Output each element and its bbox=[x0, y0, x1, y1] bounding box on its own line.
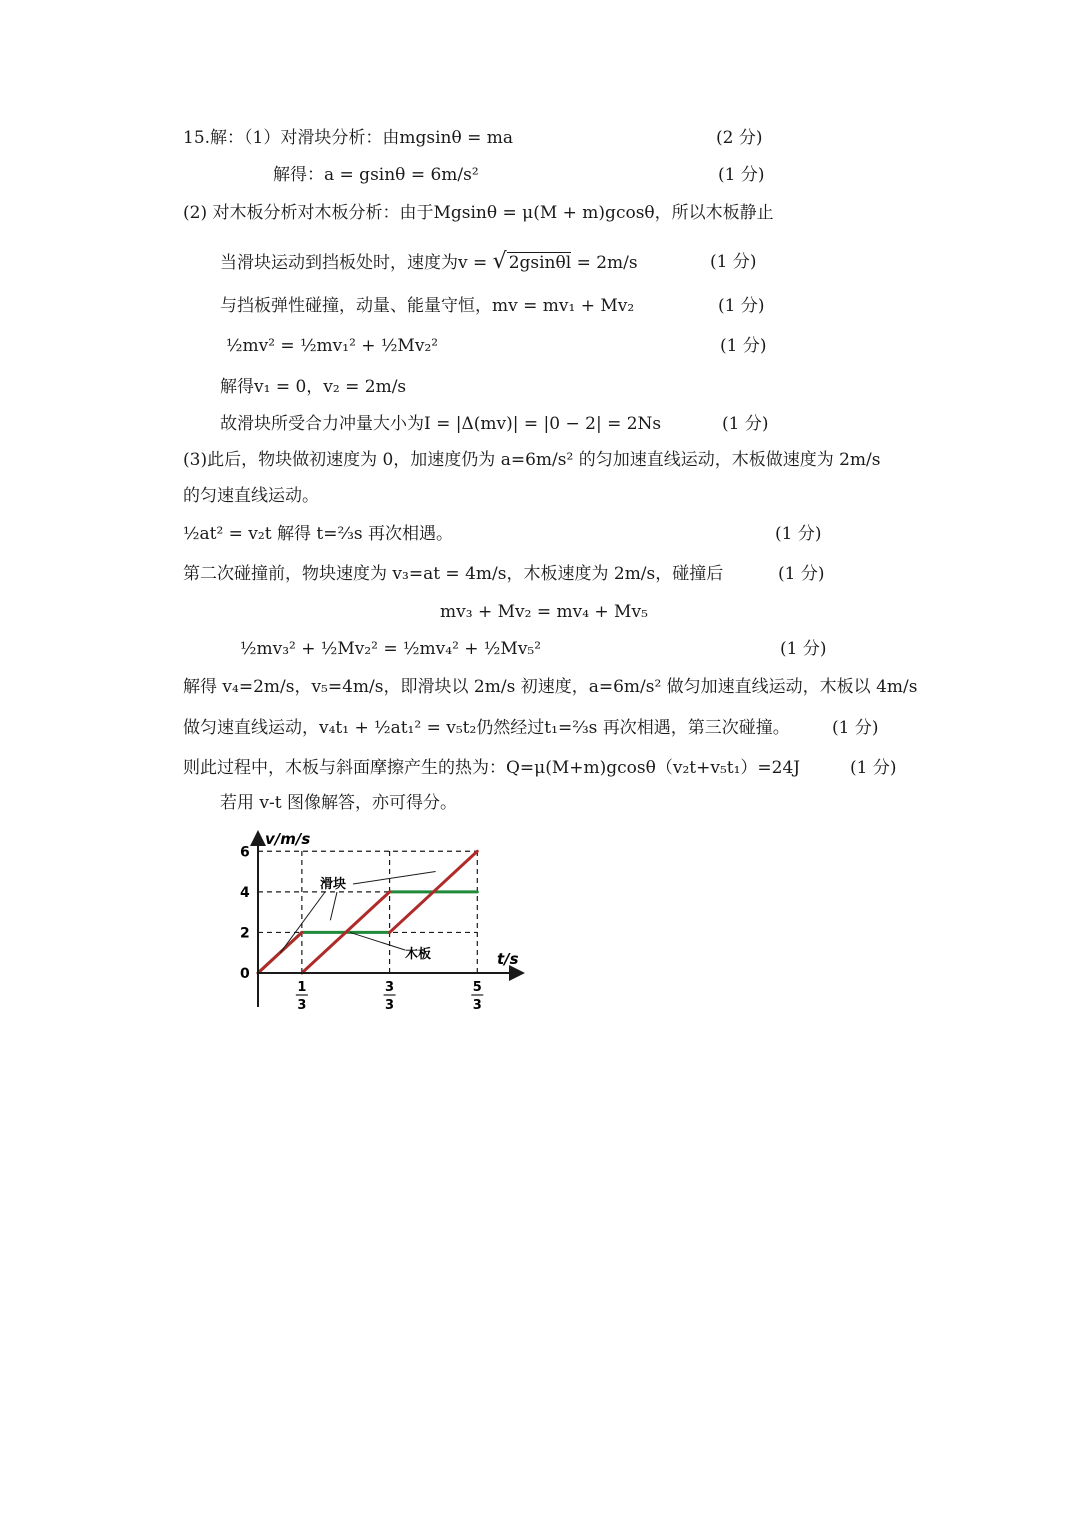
y-tick-label: 6 bbox=[240, 844, 250, 861]
x-tick-numerator: 5 bbox=[472, 980, 482, 995]
line-acceleration: 解得：a = gsinθ = 6m/s² bbox=[273, 165, 479, 185]
y-tick-label: 0 bbox=[240, 966, 250, 982]
line-solve-v45: 解得 v₄=2m/s，v₅=4m/s，即滑块以 2m/s 初速度，a=6m/s² 做匀加速直线运动，木板以 4m/s bbox=[183, 677, 918, 697]
slider-leader-line bbox=[280, 892, 325, 953]
velocity-radicand: 2gsinθl bbox=[508, 253, 572, 273]
x-tick-denominator: 3 bbox=[297, 998, 307, 1013]
score-impulse: (1 分) bbox=[722, 414, 769, 434]
x-tick-denominator: 3 bbox=[385, 998, 395, 1013]
score-momentum: (1 分) bbox=[718, 296, 765, 316]
y-tick-label: 2 bbox=[240, 925, 250, 942]
line-momentum-2: mv₃ + Mv₂ = mv₄ + Mv₅ bbox=[440, 602, 648, 622]
score-part1-b: (1 分) bbox=[718, 165, 765, 185]
line-solve-v: 解得v₁ = 0，v₂ = 2m/s bbox=[220, 377, 407, 397]
line-second-collision: 第二次碰撞前，物块速度为 v₃=at = 4m/s，木板速度为 2m/s，碰撞后 bbox=[183, 564, 724, 584]
board-leader-line bbox=[350, 932, 405, 950]
y-tick-label: 4 bbox=[240, 884, 250, 901]
series-label-board: 木板 bbox=[405, 947, 432, 962]
score-part1-a: (2 分) bbox=[716, 128, 763, 148]
line-part3: (3)此后，物块做初速度为 0，加速度仍为 a=6m/s² 的匀加速直线运动，木板做速度为 2m/s bbox=[183, 450, 881, 470]
line-part2-board: (2) 对木板分析对木板分析：由于Mgsinθ = μ(M + m)gcosθ，所以木板静止 bbox=[183, 203, 774, 223]
score-heat: (1 分) bbox=[850, 758, 897, 778]
score-meet: (1 分) bbox=[775, 524, 822, 544]
line-part3-cont: 的匀速直线运动。 bbox=[183, 486, 319, 506]
score-second-collision: (1 分) bbox=[778, 564, 825, 584]
line-collision-momentum: 与挡板弹性碰撞，动量、能量守恒，mv = mv₁ + Mv₂ bbox=[220, 296, 635, 316]
x-tick-numerator: 3 bbox=[385, 980, 395, 995]
x-tick-numerator: 1 bbox=[297, 980, 307, 995]
line-velocity: 当滑块运动到挡板处时，速度为v = √ 2gsinθl = 2m/s bbox=[220, 249, 638, 274]
line-energy: ½mv² = ½mv₁² + ½Mv₂² bbox=[226, 336, 439, 356]
slider-segment-1 bbox=[258, 932, 302, 973]
velocity-prefix: 当滑块运动到挡板处时，速度为v = bbox=[220, 253, 493, 273]
line-part1-analysis: 15.解：（1）对滑块分析：由mgsinθ = ma bbox=[183, 128, 514, 148]
line-impulse: 故滑块所受合力冲量大小为I = |Δ(mv)| = |0 − 2| = 2Ns bbox=[220, 414, 662, 434]
x-tick-denominator: 3 bbox=[472, 998, 482, 1013]
y-axis-label: v/m/s bbox=[265, 830, 311, 848]
series-label-slider: 滑块 bbox=[320, 877, 347, 892]
line-energy-2: ½mv₃² + ½Mv₂² = ½mv₄² + ½Mv₅² bbox=[240, 639, 542, 659]
score-third-collision: (1 分) bbox=[832, 718, 879, 738]
score-velocity: (1 分) bbox=[710, 252, 757, 272]
line-meet-again: ½at² = v₂t 解得 t=⅔s 再次相遇。 bbox=[183, 524, 454, 544]
score-energy-2: (1 分) bbox=[780, 639, 827, 659]
slider-leader-line bbox=[330, 892, 337, 920]
vt-graph bbox=[225, 822, 535, 1017]
line-third-collision: 做匀速直线运动，v₄t₁ + ½at₁² = v₅t₂仍然经过t₁=⅔s 再次相遇，第三次碰撞。 bbox=[183, 718, 790, 738]
line-heat: 则此过程中，木板与斜面摩擦产生的热为：Q=μ(M+m)gcosθ（v₂t+v₅t₁）=24J bbox=[183, 758, 801, 778]
x-axis-label: t/s bbox=[497, 950, 519, 968]
slider-leader-line bbox=[353, 872, 436, 884]
line-vt-note: 若用 v-t 图像解答，亦可得分。 bbox=[220, 793, 457, 813]
score-energy: (1 分) bbox=[720, 336, 767, 356]
velocity-result: = 2m/s bbox=[571, 253, 638, 273]
